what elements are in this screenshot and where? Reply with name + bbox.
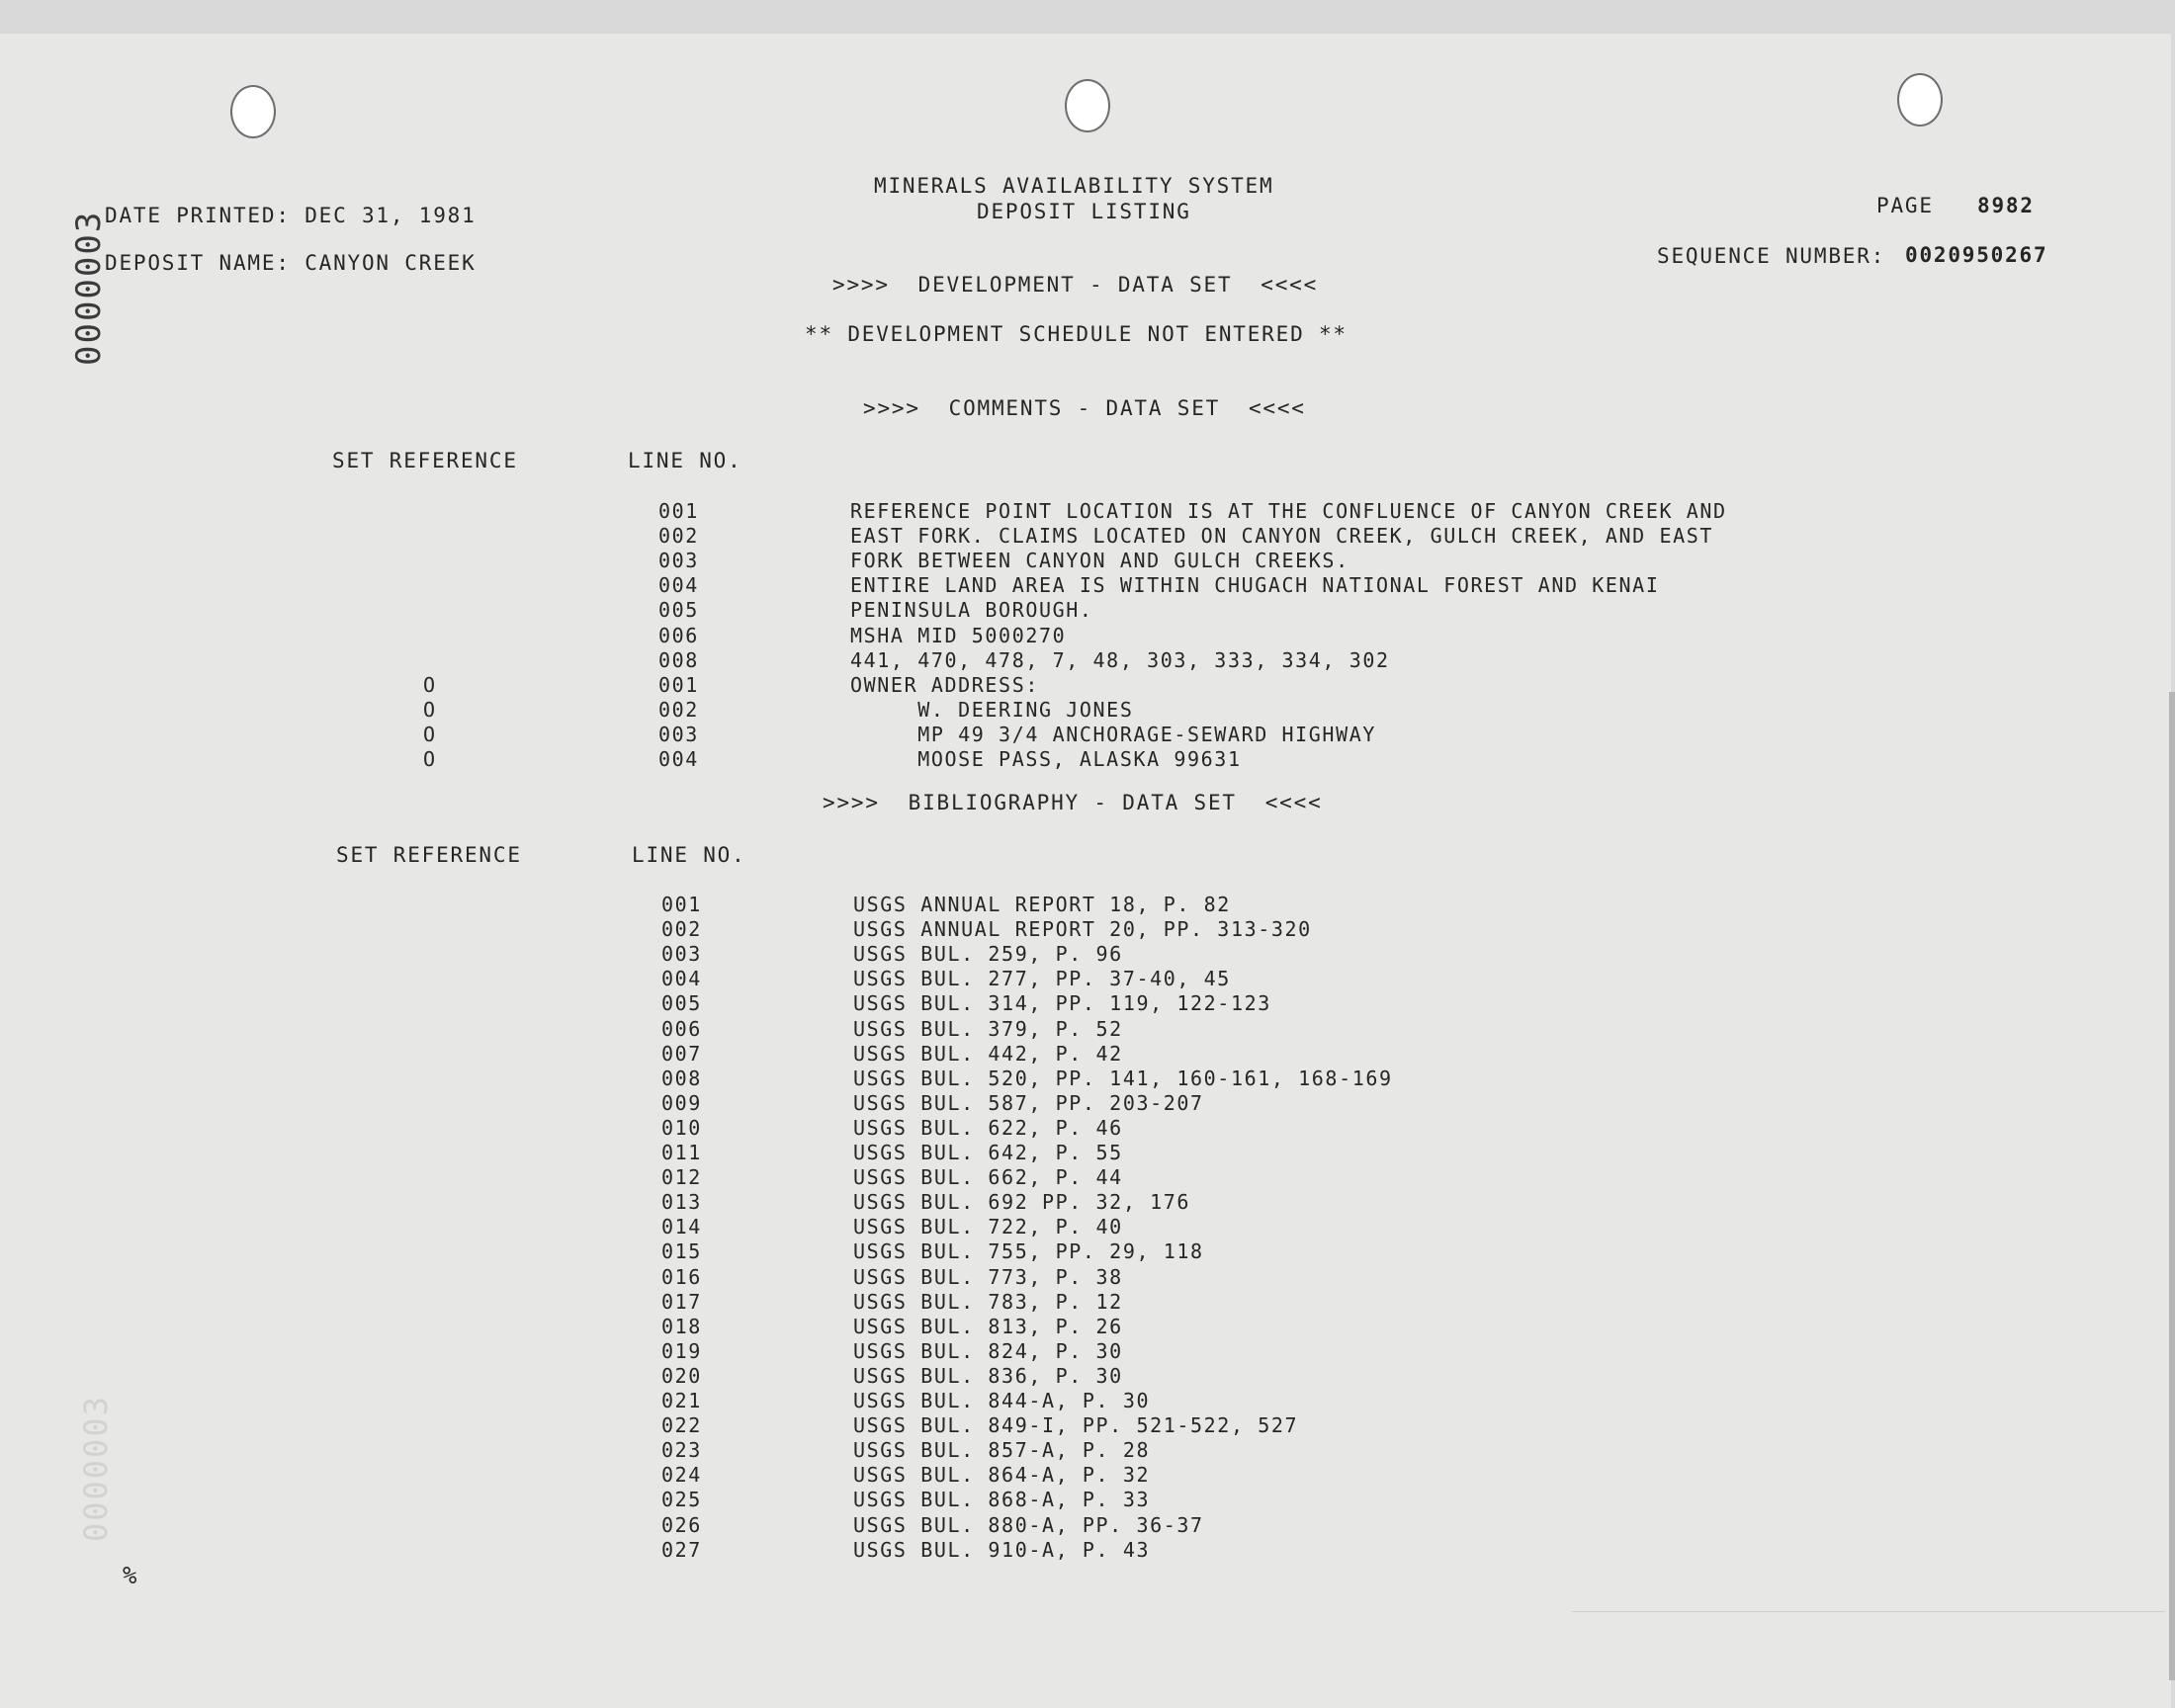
microfilm-stamp: 0000003 xyxy=(69,210,109,366)
bibliography-row xyxy=(0,1165,2175,1190)
bibliography-line-no: 027 xyxy=(661,1537,702,1562)
bibliography-row xyxy=(0,1538,2175,1563)
bibliography-row xyxy=(0,1091,2175,1116)
bibliography-text: USGS BUL. 755, PP. 29, 118 xyxy=(853,1239,1204,1264)
bibliography-col-line-no: LINE NO. xyxy=(632,843,746,867)
comment-row xyxy=(0,648,2175,673)
comment-text: ENTIRE LAND AREA IS WITHIN CHUGACH NATIONAL FOREST AND KENAI xyxy=(850,573,1660,598)
bibliography-line-no: 022 xyxy=(661,1413,702,1438)
bibliography-text: USGS BUL. 277, PP. 37-40, 45 xyxy=(853,967,1231,991)
page-number: 8982 xyxy=(1977,194,2035,217)
bibliography-row xyxy=(0,1042,2175,1067)
comment-line-no: 004 xyxy=(658,747,699,771)
comment-text: EAST FORK. CLAIMS LOCATED ON CANYON CREEK, GULCH CREEK, AND EAST xyxy=(850,524,1714,549)
bibliography-col-set-reference: SET REFERENCE xyxy=(336,843,522,867)
ghost-stamp: 0000003 xyxy=(77,1395,115,1542)
bibliography-line-no: 012 xyxy=(661,1165,702,1190)
page-label: PAGE xyxy=(1876,194,1934,217)
comment-row xyxy=(0,747,2175,772)
comment-set-reference: O xyxy=(423,672,437,697)
bibliography-row xyxy=(0,1141,2175,1165)
comment-line-no: 002 xyxy=(658,697,699,722)
comment-line-no: 001 xyxy=(658,672,699,697)
comment-text: 441, 470, 478, 7, 48, 303, 333, 334, 302 xyxy=(850,647,1390,672)
comment-row xyxy=(0,549,2175,573)
bibliography-row xyxy=(0,917,2175,942)
comment-text: FORK BETWEEN CANYON AND GULCH CREEKS. xyxy=(850,549,1349,573)
bibliography-line-no: 011 xyxy=(661,1141,702,1164)
bibliography-line-no: 007 xyxy=(661,1041,702,1066)
bibliography-row xyxy=(0,1438,2175,1463)
comment-text: PENINSULA BOROUGH. xyxy=(850,598,1093,623)
comment-text: W. DEERING JONES xyxy=(850,697,1134,722)
comment-text: MSHA MID 5000270 xyxy=(850,623,1067,647)
comment-text: MOOSE PASS, ALASKA 99631 xyxy=(850,747,1242,771)
bibliography-row xyxy=(0,1116,2175,1141)
comment-row xyxy=(0,598,2175,623)
bibliography-line-no: 023 xyxy=(661,1438,702,1463)
bibliography-line-no: 014 xyxy=(661,1215,702,1239)
sequence-label: SEQUENCE NUMBER: xyxy=(1657,244,1886,268)
comment-line-no: 003 xyxy=(658,549,699,573)
bibliography-text: USGS BUL. 587, PP. 203-207 xyxy=(853,1090,1204,1115)
bibliography-text: USGS BUL. 880-A, PP. 36-37 xyxy=(853,1512,1204,1537)
bibliography-row xyxy=(0,1290,2175,1315)
development-note: ** DEVELOPMENT SCHEDULE NOT ENTERED ** xyxy=(805,322,1348,346)
bibliography-line-no: 020 xyxy=(661,1363,702,1388)
bibliography-line-no: 008 xyxy=(661,1066,702,1090)
bibliography-line-no: 025 xyxy=(661,1488,702,1512)
bibliography-text: USGS BUL. 824, P. 30 xyxy=(853,1338,1123,1363)
punch-hole-center xyxy=(1065,79,1110,132)
bibliography-row xyxy=(0,1190,2175,1215)
bibliography-row xyxy=(0,942,2175,967)
bibliography-text: USGS BUL. 259, P. 96 xyxy=(853,942,1123,967)
bibliography-row xyxy=(0,1315,2175,1339)
comment-set-reference: O xyxy=(423,722,437,746)
bibliography-line-no: 001 xyxy=(661,893,702,916)
bibliography-text: USGS BUL. 844-A, P. 30 xyxy=(853,1389,1151,1412)
bibliography-text: USGS BUL. 662, P. 44 xyxy=(853,1165,1123,1190)
bibliography-row xyxy=(0,1067,2175,1091)
comment-text: REFERENCE POINT LOCATION IS AT THE CONFLUENCE OF CANYON CREEK AND xyxy=(850,499,1727,523)
bibliography-row xyxy=(0,1239,2175,1264)
faint-rule xyxy=(1572,1611,2165,1612)
bibliography-text: USGS BUL. 314, PP. 119, 122-123 xyxy=(853,991,1271,1016)
bibliography-line-no: 017 xyxy=(661,1289,702,1314)
bibliography-line-no: 009 xyxy=(661,1090,702,1115)
comment-row xyxy=(0,624,2175,648)
bibliography-text: USGS BUL. 379, P. 52 xyxy=(853,1016,1123,1041)
comment-text: MP 49 3/4 ANCHORAGE-SEWARD HIGHWAY xyxy=(850,722,1376,746)
bibliography-row xyxy=(0,991,2175,1016)
bibliography-row xyxy=(0,1389,2175,1413)
bibliography-text: USGS BUL. 868-A, P. 33 xyxy=(853,1488,1151,1512)
comment-row xyxy=(0,499,2175,524)
bibliography-row xyxy=(0,1513,2175,1538)
bibliography-row xyxy=(0,1265,2175,1290)
bibliography-text: USGS BUL. 783, P. 12 xyxy=(853,1289,1123,1314)
comment-text: OWNER ADDRESS: xyxy=(850,672,1039,697)
bibliography-row xyxy=(0,1215,2175,1239)
listing-title: DEPOSIT LISTING xyxy=(977,200,1191,223)
bibliography-line-no: 004 xyxy=(661,967,702,991)
bibliography-line-no: 005 xyxy=(661,991,702,1016)
comment-set-reference: O xyxy=(423,697,437,722)
bibliography-text: USGS BUL. 910-A, P. 43 xyxy=(853,1537,1151,1562)
comment-line-no: 002 xyxy=(658,524,699,549)
bibliography-text: USGS BUL. 864-A, P. 32 xyxy=(853,1463,1151,1488)
bibliography-text: USGS BUL. 642, P. 55 xyxy=(853,1141,1123,1164)
comment-line-no: 008 xyxy=(658,647,699,672)
bibliography-text: USGS BUL. 692 PP. 32, 176 xyxy=(853,1190,1191,1215)
bibliography-row xyxy=(0,967,2175,991)
bibliography-text: USGS BUL. 520, PP. 141, 160-161, 168-169 xyxy=(853,1066,1393,1090)
footer-mark: % xyxy=(123,1562,139,1589)
punch-hole-left xyxy=(230,85,276,138)
bibliography-line-no: 021 xyxy=(661,1389,702,1412)
comment-row xyxy=(0,673,2175,698)
sequence-number: 0020950267 xyxy=(1905,243,2048,267)
comments-col-set-reference: SET REFERENCE xyxy=(332,449,518,472)
date-printed: DATE PRINTED: DEC 31, 1981 xyxy=(105,204,477,227)
bibliography-text: USGS BUL. 722, P. 40 xyxy=(853,1215,1123,1239)
comment-set-reference: O xyxy=(423,747,437,771)
bibliography-row xyxy=(0,1017,2175,1042)
bibliography-line-no: 003 xyxy=(661,942,702,967)
bibliography-text: USGS BUL. 836, P. 30 xyxy=(853,1363,1123,1388)
punch-hole-right xyxy=(1897,73,1943,127)
bibliography-line-no: 002 xyxy=(661,917,702,942)
deposit-name: DEPOSIT NAME: CANYON CREEK xyxy=(105,251,477,275)
bibliography-row xyxy=(0,1488,2175,1512)
bibliography-text: USGS BUL. 622, P. 46 xyxy=(853,1115,1123,1140)
bibliography-text: USGS BUL. 857-A, P. 28 xyxy=(853,1438,1151,1463)
bibliography-line-no: 016 xyxy=(661,1264,702,1289)
bibliography-line-no: 018 xyxy=(661,1314,702,1338)
comment-row xyxy=(0,524,2175,549)
bibliography-row xyxy=(0,893,2175,917)
comment-line-no: 003 xyxy=(658,722,699,746)
comment-line-no: 006 xyxy=(658,623,699,647)
bibliography-row xyxy=(0,1463,2175,1488)
development-title: >>>> DEVELOPMENT - DATA SET <<<< xyxy=(832,273,1319,297)
bibliography-line-no: 026 xyxy=(661,1512,702,1537)
bibliography-text: USGS BUL. 442, P. 42 xyxy=(853,1041,1123,1066)
bibliography-row xyxy=(0,1364,2175,1389)
comments-col-line-no: LINE NO. xyxy=(628,449,742,472)
bibliography-title: >>>> BIBLIOGRAPHY - DATA SET <<<< xyxy=(823,791,1323,814)
bibliography-line-no: 019 xyxy=(661,1338,702,1363)
bibliography-line-no: 015 xyxy=(661,1239,702,1264)
comments-title: >>>> COMMENTS - DATA SET <<<< xyxy=(863,396,1306,420)
comment-line-no: 004 xyxy=(658,573,699,598)
bibliography-text: USGS ANNUAL REPORT 18, P. 82 xyxy=(853,893,1231,916)
comment-row xyxy=(0,723,2175,747)
comment-row xyxy=(0,573,2175,598)
comment-line-no: 005 xyxy=(658,598,699,623)
bibliography-row xyxy=(0,1413,2175,1438)
comment-line-no: 001 xyxy=(658,499,699,523)
comment-row xyxy=(0,698,2175,723)
system-title: MINERALS AVAILABILITY SYSTEM xyxy=(874,174,1274,198)
bibliography-text: USGS BUL. 773, P. 38 xyxy=(853,1264,1123,1289)
bibliography-line-no: 013 xyxy=(661,1190,702,1215)
bibliography-text: USGS ANNUAL REPORT 20, PP. 313-320 xyxy=(853,917,1312,942)
bibliography-line-no: 024 xyxy=(661,1463,702,1488)
bibliography-text: USGS BUL. 813, P. 26 xyxy=(853,1314,1123,1338)
bibliography-text: USGS BUL. 849-I, PP. 521-522, 527 xyxy=(853,1413,1299,1438)
bibliography-row xyxy=(0,1339,2175,1364)
bibliography-line-no: 006 xyxy=(661,1016,702,1041)
bibliography-line-no: 010 xyxy=(661,1115,702,1140)
